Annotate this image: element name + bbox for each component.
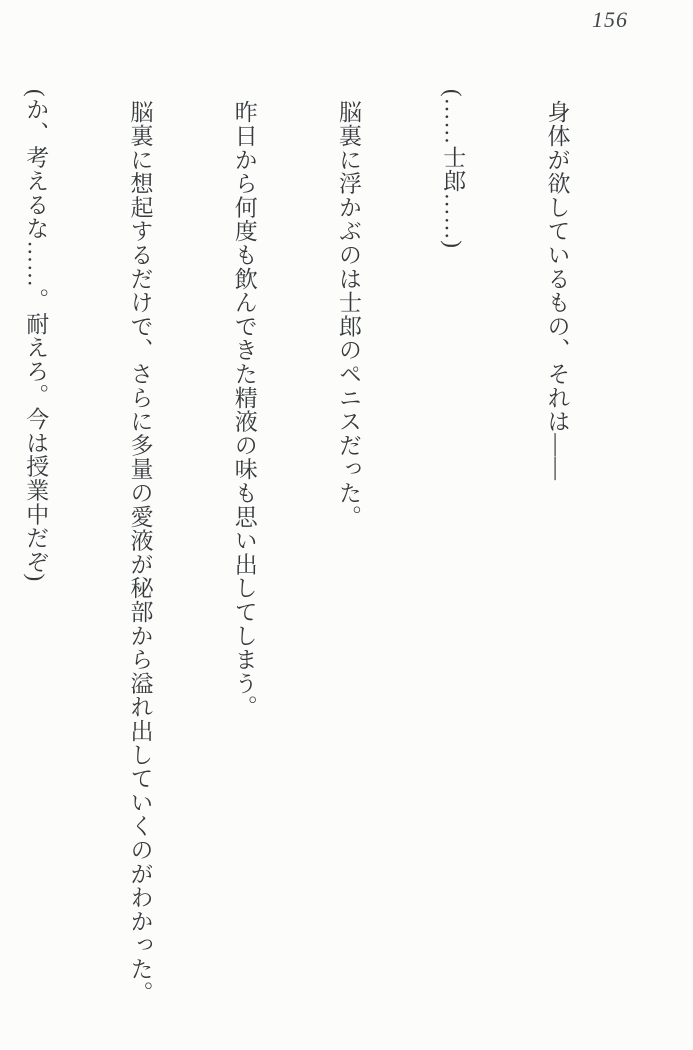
paragraph: 脳裏に浮かぶのは士郎のペニスだった。 xyxy=(336,100,361,529)
paragraph-monologue: (……士郎……) xyxy=(440,89,466,249)
paragraph: 脳裏に想起するだけで、さらに多量の愛液が秘部から溢れ出していくのがわかった。 xyxy=(127,100,153,1005)
paragraph: 昨日から何度も飲んできた精液の味も思い出してしまう。 xyxy=(231,100,257,719)
page-number: 156 xyxy=(592,7,628,32)
paragraph-monologue: (か、考えるな……。耐えろ。今は授業中だぞ) xyxy=(23,89,49,582)
text-block xyxy=(23,76,643,1008)
paragraph: 身体が欲しているもの、それは―― xyxy=(544,100,570,481)
